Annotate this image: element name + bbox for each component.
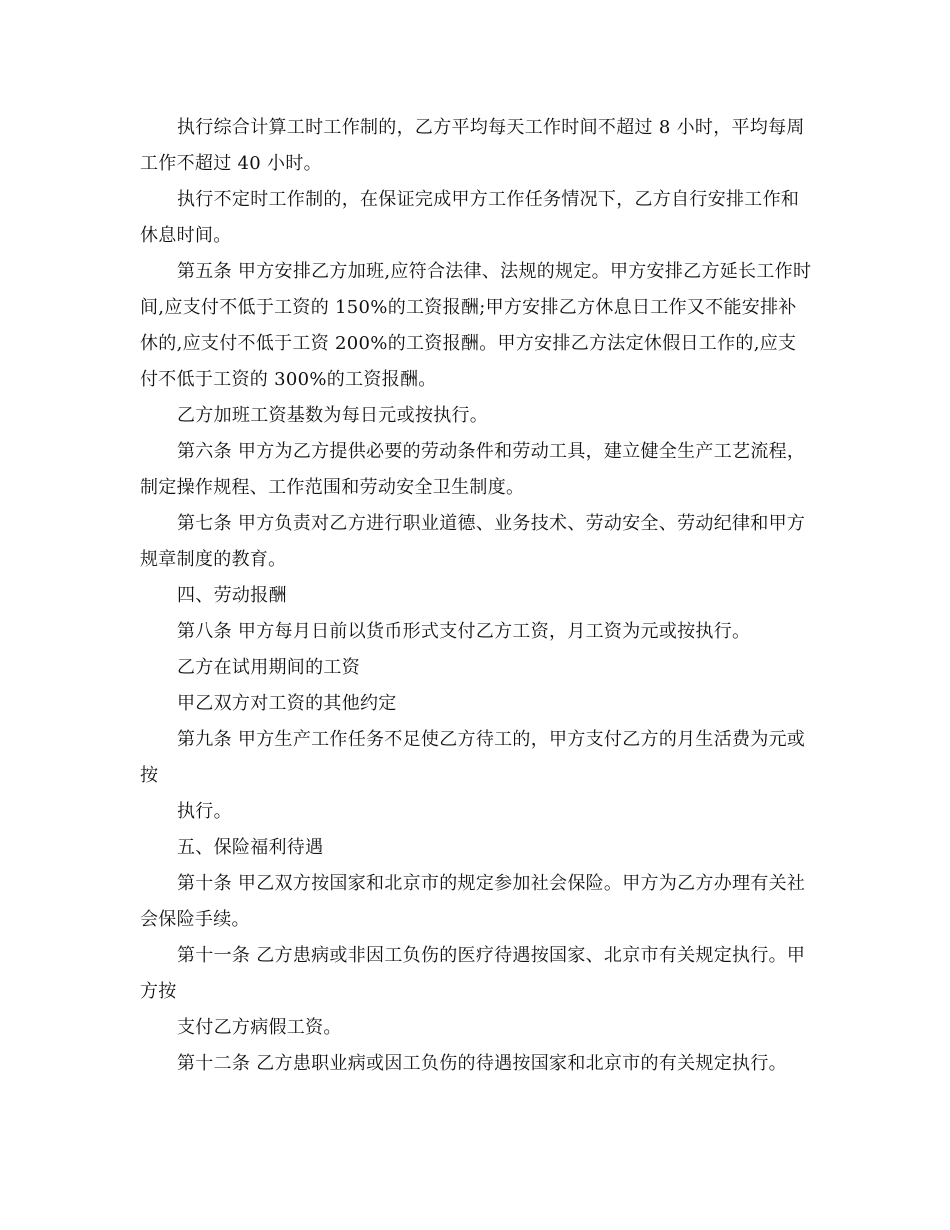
paragraph-article-9-continued: 执行。 [177,801,232,822]
paragraph-other-wage-agreement: 甲乙双方对工资的其他约定 [177,693,397,714]
paragraph-article-5-overtime: 第五条 甲方安排乙方加班,应符合法律、法规的规定。甲方安排乙方延长工作时间,应支付不低于工资的 150%的工资报酬;甲方安排乙方休息日工作又不能安排补休的,应支付不低于工资 200%的工资报酬。甲方安排乙方法定休假日工作的,应支付不低于工资的 300%的工资报酬。 [140,261,812,390]
paragraph-article-8: 第八条 甲方每月日前以货币形式支付乙方工资，月工资为元或按执行。 [177,621,751,642]
section-heading-insurance: 五、保险福利待遇 [177,837,324,858]
paragraph-article-10: 第十条 甲乙双方按国家和北京市的规定参加社会保险。甲方为乙方办理有关社会保险手续。 [140,873,806,930]
paragraph-article-12: 第十二条 乙方患职业病或因工负伤的待遇按国家和北京市的有关规定执行。 [177,1053,787,1074]
paragraph-flexible-hours: 执行不定时工作制的，在保证完成甲方工作任务情况下，乙方自行安排工作和休息时间。 [140,189,800,246]
paragraph-article-9: 第九条 甲方生产工作任务不足使乙方待工的，甲方支付乙方的月生活费为元或按 [140,729,806,786]
paragraph-probation-wage: 乙方在试用期间的工资 [177,657,360,678]
document-body [140,110,812,1082]
paragraph-article-11-continued: 支付乙方病假工资。 [177,1017,342,1038]
section-heading-remuneration: 四、劳动报酬 [177,585,287,606]
paragraph-article-11: 第十一条 乙方患病或非因工负伤的医疗待遇按国家、北京市有关规定执行。甲方按 [140,945,806,1002]
paragraph-comprehensive-hours: 执行综合计算工时工作制的，乙方平均每天工作时间不超过 8 小时，平均每周工作不超过 40 小时。 [140,117,805,174]
paragraph-article-6: 第六条 甲方为乙方提供必要的劳动条件和劳动工具，建立健全生产工艺流程，制定操作规程、工作范围和劳动安全卫生制度。 [140,441,806,498]
paragraph-article-7: 第七条 甲方负责对乙方进行职业道德、业务技术、劳动安全、劳动纪律和甲方规章制度的教育。 [140,513,806,570]
paragraph-overtime-base: 乙方加班工资基数为每日元或按执行。 [177,405,489,426]
